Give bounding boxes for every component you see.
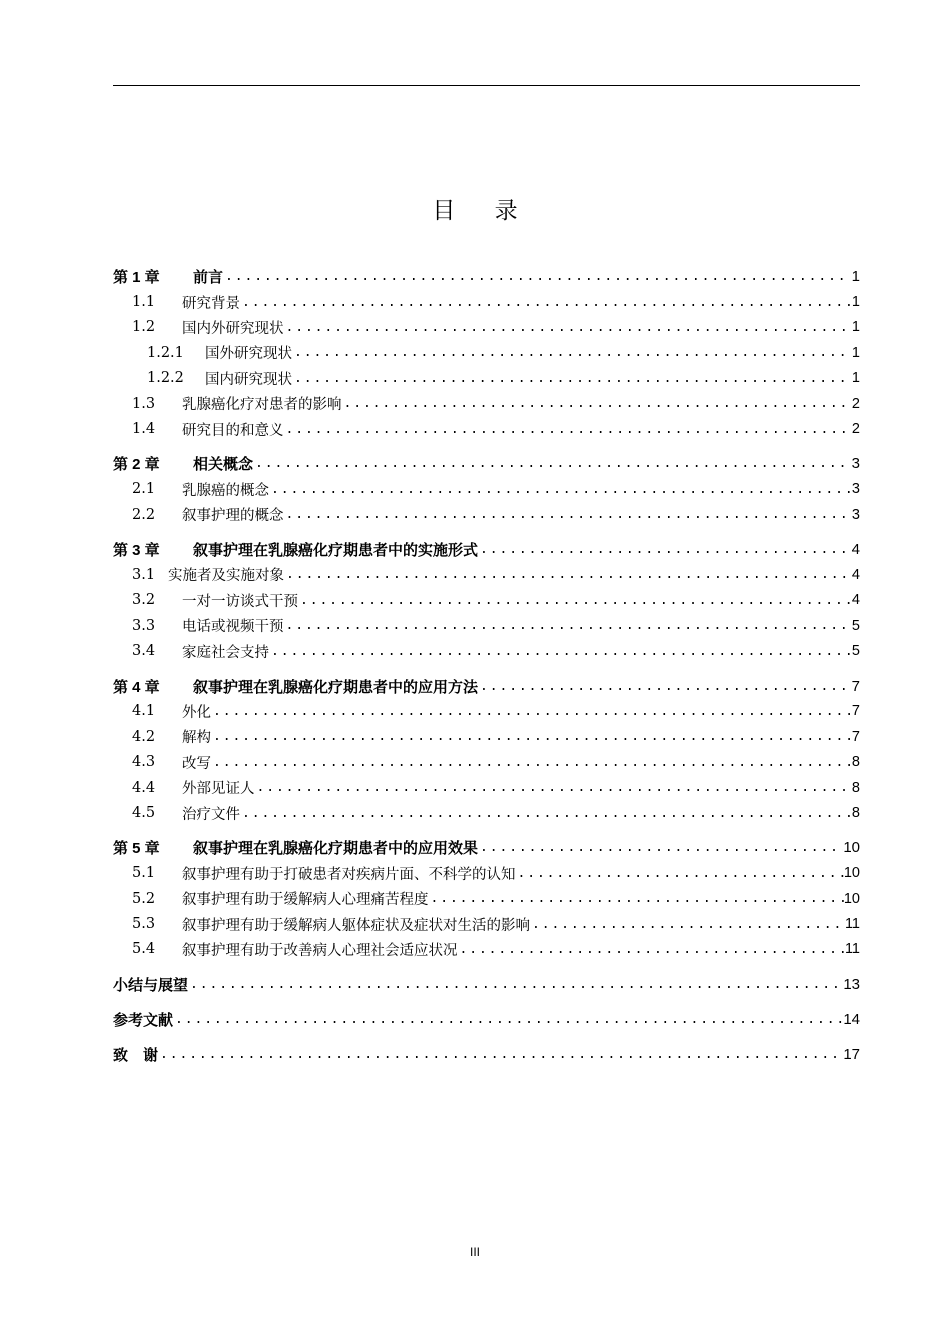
dot-leader — [240, 806, 850, 821]
toc-entry-number: 5.3 — [132, 916, 156, 933]
toc-entry-5-1[interactable] — [113, 861, 860, 886]
toc-entry-number: 第 4 章 — [113, 678, 160, 696]
toc-entry-chapter-3[interactable] — [113, 537, 860, 562]
toc-entry-page: 10 — [843, 839, 860, 857]
toc-entry-number: 1.2 — [132, 319, 156, 336]
toc-entry-number: 3.2 — [132, 592, 156, 609]
toc-entry-page: 4 — [851, 541, 860, 559]
toc-entry-label: 外部见证人 — [182, 781, 255, 798]
toc-entry-label: 致 谢 — [113, 1046, 159, 1064]
toc-entry-number: 1.2.2 — [147, 370, 184, 387]
toc-entry-label: 叙事护理有助于改善病人心理社会适应状况 — [182, 942, 458, 959]
toc-entry-4-1[interactable] — [113, 699, 860, 724]
toc-entry-number: 2.1 — [132, 481, 156, 498]
toc-entry-3-4[interactable] — [113, 638, 860, 663]
toc-entry-label: 叙事护理有助于打破患者对疾病片面、不科学的认知 — [182, 866, 516, 883]
dot-leader — [223, 269, 850, 284]
toc-entry-label: 外化 — [182, 704, 211, 721]
toc-entry-label: 叙事护理在乳腺癌化疗期患者中的应用效果 — [193, 840, 479, 858]
toc-entry-label: 乳腺癌的概念 — [182, 482, 269, 499]
toc-entry-number: 1.2.1 — [147, 344, 184, 361]
toc-entry-number: 4.2 — [132, 728, 156, 745]
toc-entry-4-2[interactable] — [113, 724, 860, 749]
toc-entry-number: 3.1 — [132, 566, 156, 583]
toc-entry-number: 4.1 — [132, 703, 156, 720]
toc-entry-page: 11 — [844, 941, 860, 958]
toc-entry-number: 5.2 — [132, 890, 156, 907]
toc-entry-5-4[interactable] — [113, 937, 860, 962]
toc-entry-label: 国内研究现状 — [205, 371, 292, 388]
toc-entry-page: 1 — [851, 370, 860, 387]
toc-entry-label: 研究目的和意义 — [182, 422, 284, 439]
toc-entry-page: 7 — [851, 703, 860, 720]
dot-leader — [284, 507, 851, 522]
toc-entry-number: 第 1 章 — [113, 269, 160, 287]
toc-entry-5-2[interactable] — [113, 886, 860, 911]
toc-entry-1-2-1[interactable] — [113, 340, 860, 365]
dot-leader — [253, 456, 850, 471]
toc-entry-page: 14 — [843, 1010, 860, 1028]
toc-entry-page: 4 — [851, 592, 860, 609]
toc-entry-label: 国内外研究现状 — [182, 320, 284, 337]
toc-entry-page: 2 — [851, 421, 860, 438]
toc-entry-number: 2.2 — [132, 506, 156, 523]
toc-entry-page: 5 — [851, 643, 860, 660]
toc-entry-chapter-5[interactable] — [113, 835, 860, 860]
dot-leader — [269, 482, 850, 497]
toc-entry-label: 国外研究现状 — [205, 346, 292, 363]
toc-entry-1-1[interactable] — [113, 289, 860, 314]
toc-entry-number: 1.4 — [132, 421, 156, 438]
toc-entry-page: 1 — [851, 268, 860, 286]
toc-entry-page: 1 — [851, 319, 860, 336]
toc-entry-number: 第 5 章 — [113, 840, 160, 858]
dot-leader — [173, 1012, 843, 1027]
table-of-contents — [113, 264, 860, 1067]
toc-entry-page: 7 — [851, 728, 860, 745]
toc-entry-page: 1 — [851, 344, 860, 361]
toc-entry-page: 2 — [851, 395, 860, 412]
toc-entry-label: 电话或视频干预 — [182, 619, 284, 636]
toc-entry-page: 8 — [851, 779, 860, 796]
toc-entry-1-2[interactable] — [113, 315, 860, 340]
toc-entry-page: 8 — [851, 754, 860, 771]
toc-entry-chapter-2[interactable] — [113, 451, 860, 476]
toc-entry-label: 相关概念 — [193, 456, 254, 474]
toc-entry-chapter-1[interactable] — [113, 264, 860, 289]
toc-entry-page: 13 — [843, 975, 860, 993]
toc-entry-3-2[interactable] — [113, 588, 860, 613]
toc-entry-4-4[interactable] — [113, 775, 860, 800]
dot-leader — [255, 780, 851, 795]
dot-leader — [342, 396, 851, 411]
toc-entry-page: 11 — [844, 916, 860, 933]
toc-entry-page: 10 — [843, 865, 860, 882]
toc-entry-label: 叙事护理有助于缓解病人心理痛苦程度 — [182, 892, 429, 909]
dot-leader — [211, 755, 850, 770]
toc-entry-number: 5.1 — [132, 865, 156, 882]
header-rule — [113, 85, 860, 86]
dot-leader — [284, 618, 851, 633]
toc-entry-label: 实施者及实施对象 — [168, 568, 284, 585]
toc-entry-number: 3.3 — [132, 617, 156, 634]
toc-entry-summary[interactable] — [113, 972, 860, 997]
page-title: 目 录 — [432, 198, 534, 224]
toc-entry-number: 3.4 — [132, 643, 156, 660]
dot-leader — [429, 891, 844, 906]
dot-leader — [284, 320, 851, 335]
toc-entry-label: 叙事护理有助于缓解病人躯体症状及症状对生活的影响 — [182, 917, 530, 934]
toc-entry-label: 家庭社会支持 — [182, 644, 269, 661]
toc-entry-number: 第 3 章 — [113, 542, 160, 560]
toc-entry-page: 10 — [843, 890, 860, 907]
toc-entry-page: 3 — [851, 481, 860, 498]
toc-entry-page: 8 — [851, 805, 860, 821]
dot-leader — [478, 840, 843, 855]
dot-leader — [298, 593, 850, 608]
toc-entry-label: 叙事护理在乳腺癌化疗期患者中的应用方法 — [193, 678, 479, 696]
toc-entry-page: 5 — [851, 617, 860, 634]
dot-leader — [269, 644, 850, 659]
toc-entry-label: 叙事护理在乳腺癌化疗期患者中的实施形式 — [193, 542, 479, 560]
toc-entry-chapter-4[interactable] — [113, 673, 860, 698]
toc-entry-acknowledgements[interactable] — [113, 1041, 860, 1066]
dot-leader — [478, 679, 850, 694]
dot-leader — [292, 345, 850, 360]
toc-entry-page: 1 — [851, 294, 860, 311]
dot-leader — [240, 295, 850, 310]
toc-entry-label: 乳腺癌化疗对患者的影响 — [182, 397, 342, 414]
toc-entry-1-4[interactable] — [113, 416, 860, 441]
toc-entry-number: 5.4 — [132, 941, 156, 958]
dot-leader — [458, 942, 845, 957]
toc-entry-5-3[interactable] — [113, 911, 860, 936]
footer-page-number: III — [469, 1245, 480, 1259]
toc-entry-number: 第 2 章 — [113, 456, 160, 474]
toc-entry-label: 研究背景 — [182, 295, 240, 312]
dot-leader — [292, 371, 850, 386]
dot-leader — [211, 704, 850, 719]
toc-entry-number: 1.1 — [132, 294, 156, 311]
dot-leader — [158, 1047, 843, 1062]
toc-entry-3-3[interactable] — [113, 613, 860, 638]
toc-entry-3-1[interactable] — [113, 562, 860, 587]
toc-entry-1-2-2[interactable] — [113, 366, 860, 391]
toc-entry-page: 4 — [851, 566, 860, 583]
toc-entry-label: 叙事护理的概念 — [182, 508, 284, 525]
toc-entry-number: 4.4 — [132, 779, 156, 796]
toc-entry-4-5[interactable] — [113, 800, 860, 825]
toc-entry-page: 17 — [843, 1045, 860, 1063]
toc-entry-label: 解构 — [182, 730, 211, 747]
toc-entry-1-3[interactable] — [113, 391, 860, 416]
toc-entry-label: 前言 — [193, 269, 224, 287]
toc-entry-page: 3 — [851, 506, 860, 523]
dot-leader — [284, 422, 851, 437]
dot-leader — [478, 542, 850, 557]
toc-entry-number: 4.5 — [132, 805, 156, 821]
dot-leader — [530, 917, 845, 932]
toc-entry-label: 参考文献 — [113, 1011, 174, 1029]
toc-entry-label: 小结与展望 — [113, 976, 189, 994]
dot-leader — [211, 729, 850, 744]
dot-leader — [284, 567, 850, 582]
toc-entry-label: 治疗文件 — [182, 806, 240, 823]
toc-entry-label: 一对一访谈式干预 — [182, 593, 298, 610]
toc-entry-number: 1.3 — [132, 395, 156, 412]
toc-entry-page: 7 — [851, 677, 860, 695]
toc-entry-2-2[interactable] — [113, 502, 860, 527]
toc-entry-number: 4.3 — [132, 754, 156, 771]
toc-entry-4-3[interactable] — [113, 750, 860, 775]
toc-entry-references[interactable] — [113, 1007, 860, 1032]
toc-entry-label: 改写 — [182, 755, 211, 772]
dot-leader — [188, 977, 843, 992]
toc-entry-page: 3 — [851, 455, 860, 473]
toc-entry-2-1[interactable] — [113, 477, 860, 502]
dot-leader — [516, 866, 844, 881]
